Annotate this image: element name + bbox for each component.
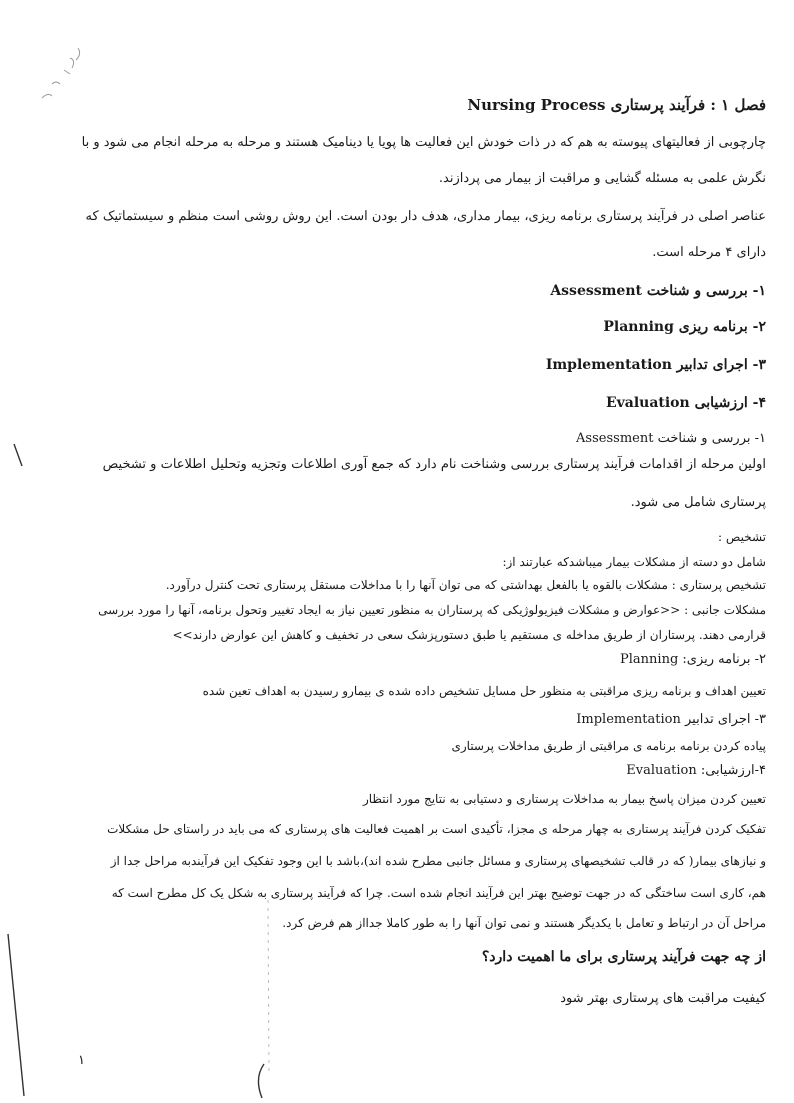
evaluation-heading: ۴-ارزشیابی: Evaluation <box>626 763 766 778</box>
intro-line-3: عناصر اصلی در فرآیند پرستاری برنامه ریزی، بیمار مداری، هدف دار بودن است. این روش روشی است منظم و سیستماتیک که <box>85 209 766 224</box>
planning-heading: ۲- برنامه ریزی: Planning <box>620 652 766 667</box>
separation-line-1: تفکیک کردن فرآیند پرستاری به چهار مرحله ی مجزا، تأکیدی است بر اهمیت فعالیت های پرستاری که می باید در راستای حل مشکلات <box>107 822 766 836</box>
implementation-heading: ۳- اجرای تدابیر Implementation <box>576 712 766 727</box>
stage-implementation: ۳- اجرای تدابیر Implementation <box>545 357 766 373</box>
margin-mark <box>8 440 28 470</box>
assessment-heading: ۱- بررسی و شناخت Assessment <box>576 431 766 446</box>
chapter-title: فصل ۱ : فرآیند پرستاری Nursing Process <box>467 96 766 114</box>
evaluation-line-1: تعیین کردن میزان پاسخ بیمار به مداخلات پرستاری و دستیابی به نتایج مورد انتظار <box>362 792 766 806</box>
importance-question: از چه جهت فرآیند پرستاری برای ما اهمیت دارد؟ <box>481 949 766 965</box>
diagnosis-line-4: قرارمی دهند. پرستاران از طریق مداخله ی مستقیم یا طبق دستورپزشک سعی در تخفیف و کاهش این عوارض دارند>> <box>172 628 766 642</box>
intro-line-1: چارچوبی از فعالیتهای پیوسته به هم که در ذات خودش این فعالیت ها پویا یا دینامیک هستند و مرحله به مرحله انجام می شود و با <box>81 135 766 150</box>
intro-line-2: نگرش علمی به مسئله گشایی و مراقبت از بیمار می پردازند. <box>438 171 766 186</box>
page-number: ۱ <box>78 1053 85 1068</box>
diagnosis-line-2: تشخیص پرستاری : مشکلات بالقوه یا بالفعل بهداشتی که می توان آنها را با مداخلات مستقل پرستاری تحت کنترل درآورد. <box>165 578 766 592</box>
assessment-line-1: اولین مرحله از اقدامات فرآیند پرستاری بررسی وشناخت نام دارد که جمع آوری اطلاعات وتجزیه وتحلیل اطلاعات و تشخیص <box>102 457 766 472</box>
assessment-line-2: پرستاری شامل می شود. <box>630 495 766 510</box>
margin-line <box>2 930 32 1100</box>
intro-line-4: دارای ۴ مرحله است. <box>652 245 766 260</box>
handwritten-scribble <box>30 40 100 110</box>
separation-line-2: و نیازهای بیمار( که در قالب تشخیصهای پرستاری و مسائل جانبی مطرح شده اند)،باشد با این وجود تفکیک این فرآیندبه مراحل جدا از <box>110 854 766 868</box>
stage-assessment: ۱- بررسی و شناخت Assessment <box>550 283 766 299</box>
separation-line-4: مراحل آن در ارتباط و تعامل با یکدیگر هستند و نمی توان آنها را به طور کاملا جدااز هم فرض کرد. <box>282 916 766 930</box>
separation-line-3: هم، کاری است ساختگی که در جهت توضیح بهتر این فرآیند انجام شده است. چرا که فرآیند پرستاری به شکل یک کل مطرح است که <box>111 886 766 900</box>
stage-planning: ۲- برنامه ریزی Planning <box>603 319 766 335</box>
diagnosis-line-1: شامل دو دسته از مشکلات بیمار میباشدکه عبارتند از: <box>502 555 766 569</box>
diagnosis-line-3: مشکلات جانبی : <<عوارض و مشکلات فیزیولوژیکی که پرستاران به منظور تعیین نیاز به ایجاد تغییر وتحول برنامه، آنها را مورد بررسی <box>98 603 766 617</box>
implementation-line-1: پیاده کردن برنامه برنامه ی مراقبتی از طریق مداخلات پرستاری <box>451 739 766 753</box>
stage-evaluation: ۴- ارزشیابی Evaluation <box>605 395 766 411</box>
crease-mark <box>258 900 278 1080</box>
planning-line-1: تعیین اهداف و برنامه ریزی مراقبتی به منظور حل مسایل تشخیص داده شده ی بیمارو رسیدن به اهداف تعین شده <box>202 684 766 698</box>
diagnosis-heading: تشخیص : <box>718 530 766 544</box>
importance-answer: کیفیت مراقبت های پرستاری بهتر شود <box>560 991 766 1006</box>
